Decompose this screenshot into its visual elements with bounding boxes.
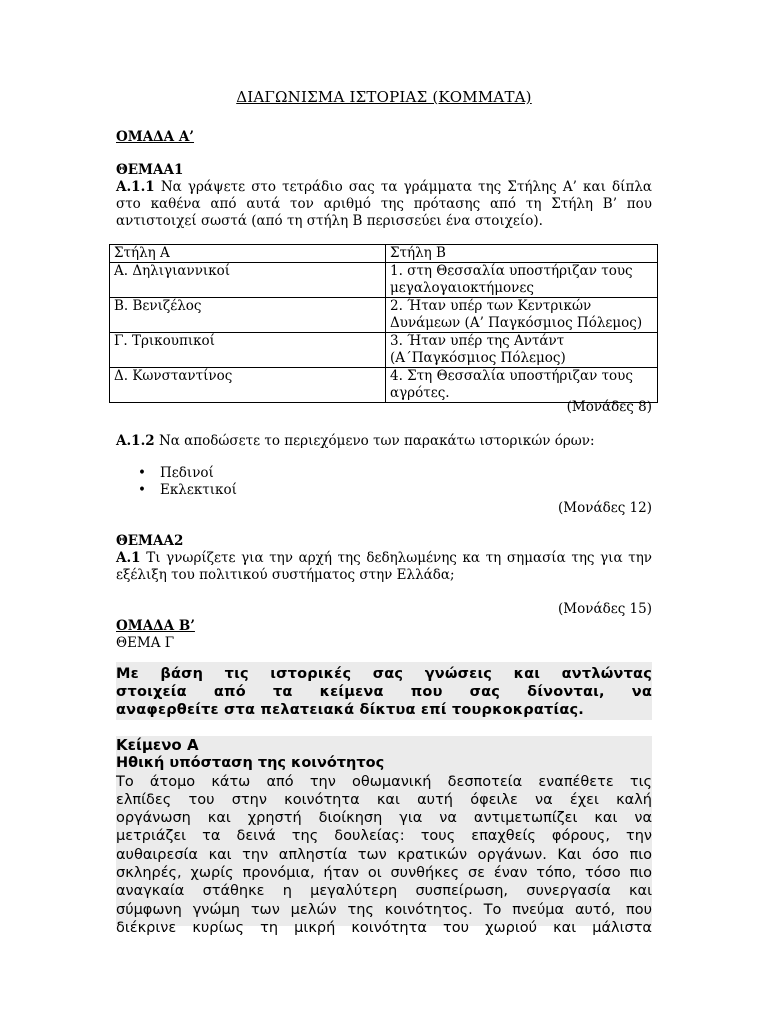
term-label: Εκλεκτικοί <box>160 482 237 498</box>
points-a11: (Μονάδες 8) <box>566 399 652 415</box>
question-a1-label: Α.1 <box>116 550 141 566</box>
question-a1 <box>116 550 652 584</box>
source-line: ελπίδες του στην κοινότητα και αυτή όφειλε να έχει καλή <box>116 791 652 808</box>
list-item <box>116 465 237 482</box>
page-title: ΔΙΑΓΩΝΙΣΜΑ ΙΣΤΟΡΙΑΣ (ΚΟΜΜΑΤΑ) <box>236 88 532 106</box>
question-a12-text: Να αποδώσετε το περιεχόμενο των παρακάτω ιστορικών όρων: <box>154 433 595 449</box>
source-line: σύμφωνη γνώμη των μελών της κοινότητος. Το πνεύμα αυτό, που <box>116 901 652 918</box>
table-cell: 4. Στη Θεσσαλία υποστήριζαν τους αγρότες. <box>386 368 658 403</box>
points-a1: (Μονάδες 15) <box>558 601 652 617</box>
source-line: σκληρές, χωρίς προνόμια, ήταν οι συνθήκες σε έναν τόπο, τόσο πιο <box>116 865 652 882</box>
question-a11-text: Να γράψετε στο τετράδιο σας τα γράμματα της Στήλης Α’ και δίπλα στο καθένα από αυτά τον αριθμό της πρότασης από τη Στήλη Β’ που αντιστοιχεί σωστά (από τη στήλη Β περισσεύει ένα στοιχείο). <box>116 179 652 229</box>
group-a-heading: ΟΜΑΔΑ Α’ <box>116 129 195 145</box>
bullet-icon: • <box>138 482 146 498</box>
question-a12-label: Α.1.2 <box>116 433 155 449</box>
question-box <box>116 662 652 720</box>
theme2-heading: ΘΕΜΑΑ2 <box>116 533 184 549</box>
table-cell: 2. Ήταν υπέρ των Κεντρικών Δυνάμεων (Α’ Παγκόσμιος Πόλεμος) <box>386 298 658 333</box>
points-a12: (Μονάδες 12) <box>558 500 652 516</box>
terms-list <box>116 465 237 499</box>
question-a11 <box>116 179 652 230</box>
source-line: οργάνωση και χρηστή διοίκηση για να αντιμετωπίζει και να <box>116 810 652 827</box>
question-a11-label: Α.1.1 <box>116 179 155 195</box>
table-header-row <box>110 245 658 263</box>
source-line: αναγκαία στάθηκε η μεγαλύτερη συσπείρωση, συνεργασία και <box>116 883 652 900</box>
theme-c-label: ΘΕΜΑ Γ <box>116 635 175 651</box>
table-cell: 1. στη Θεσσαλία υποστήριζαν τους μεγαλογαιοκτήμονες <box>386 263 658 298</box>
source-text-box <box>116 736 652 936</box>
column-a-header: Στήλη Α <box>110 245 386 263</box>
question-line: στοιχεία από τα κείμενα που σας δίνονται, να <box>116 684 652 700</box>
bullet-icon: • <box>138 465 146 481</box>
table-cell: 3. Ήταν υπέρ της Αντάντ (Α΄Παγκόσμιος Πόλεμος) <box>386 333 658 368</box>
matching-table <box>109 244 658 403</box>
question-a1-text: Τι γνωρίζετε για την αρχή της δεδηλωμένης κα τη σημασία της για την εξέλιξη του πολιτικού συστήματος στην Ελλάδα; <box>116 550 652 583</box>
table-row <box>110 368 658 403</box>
table-cell: Γ. Τρικουπικοί <box>110 333 386 368</box>
table-cell: Δ. Κωνσταντίνος <box>110 368 386 403</box>
term-label: Πεδινοί <box>160 465 214 481</box>
source-line: αυθαιρεσία και την απληστία των κρατικών οργάνων. Και όσο πιο <box>116 846 652 863</box>
table-cell: Α. Δηλιγιαννικοί <box>110 263 386 298</box>
table-row <box>110 333 658 368</box>
group-b-heading: ΟΜΑΔΑ Β’ <box>116 618 195 634</box>
theme1-heading: ΘΕΜΑΑ1 <box>116 162 184 178</box>
list-item <box>116 482 237 499</box>
source-title: Κείμενο Α <box>116 736 199 754</box>
table-row <box>110 263 658 298</box>
source-line: διέκρινε κυρίως τη μικρή κοινότητα του χωριού και μάλιστα <box>116 919 652 936</box>
question-line: αναφερθείτε στα πελατειακά δίκτυα επί τουρκοκρατίας. <box>116 702 584 718</box>
source-line: Το άτομο κάτω από την οθωμανική δεσποτεία εναπέθετε τις <box>116 773 652 790</box>
table-cell: Β. Βενιζέλος <box>110 298 386 333</box>
question-c <box>116 662 652 719</box>
source-line: μετριάζει τα δεινά της δουλείας: τους επαχθείς φόρους, την <box>116 828 652 845</box>
question-line: Με βάση τις ιστορικές σας γνώσεις και αντλώντας <box>116 666 652 682</box>
source-subtitle: Ηθική υπόσταση της κοινότητος <box>116 755 385 772</box>
column-b-header: Στήλη Β <box>386 245 658 263</box>
question-a12 <box>116 433 652 450</box>
table-row <box>110 298 658 333</box>
